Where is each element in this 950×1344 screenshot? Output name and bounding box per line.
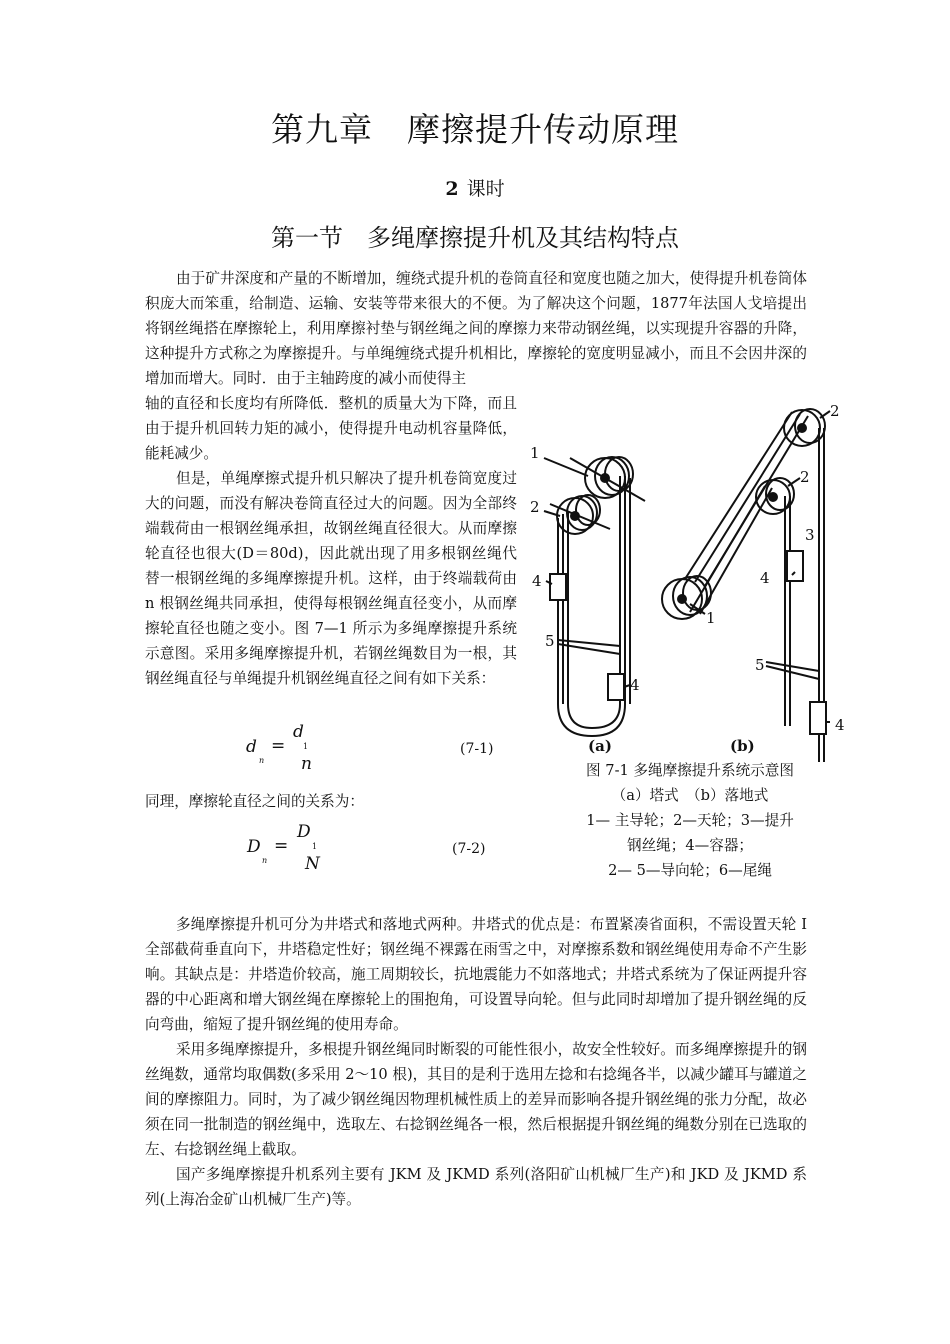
chapter-title: 第九章 摩擦提升传动原理 xyxy=(271,110,679,149)
eq1-numerator-sub: 1 xyxy=(303,742,309,751)
paragraph-single-rope-limits: 但是，单绳摩擦式提升机只解决了提升机卷筒宽度过大的问题，而没有解决卷筒直径过大的问题。因为全部终端载荷由一根钢丝绳承担，故钢丝绳直径很大。从而摩擦轮直径也很大(D＝80d)，因此就出现了用多根钢丝绳代替一根钢丝绳的多绳摩擦提升机。这样，由于终端载荷由 n 根钢丝绳共同承担，使得每根钢丝绳直径变小，从而摩擦轮直径也随之变小。图 7—1 所示为多绳摩擦提升系统示意图。采用多绳摩擦提升机，若钢丝绳数目为一根，其钢丝绳直径与单绳提升机钢丝绳直径之间有如下关系： xyxy=(145,470,517,687)
paragraph-domestic-series: 国产多绳摩擦提升机系列主要有 JKM 及 JKMD 系列(洛阳矿山机械厂生产)和 JKD 及 JKMD 系列(上海冶金矿山机械厂生产)等。 xyxy=(145,1166,807,1208)
diagram-b-ground-type xyxy=(662,409,826,762)
diagram-a-tower-type xyxy=(550,457,645,736)
label-1-b: 1 xyxy=(706,609,716,627)
eq2-lhs: D xyxy=(247,837,261,857)
label-4-a-left: 4 xyxy=(532,572,542,590)
paragraph-safety-rope-count: 采用多绳摩擦提升，多根提升钢丝绳同时断裂的可能性很小，故安全性较好。而多绳摩擦提升的钢丝绳数，通常均取偶数(多采用 2～10 根)，其目的是利于选用左捻和右捻绳各半，以减少罐耳与罐道之间的摩擦阻力。同时，为了减少钢丝绳因物理机械性质上的差异而影响各提升钢丝绳的张力分配，故必须在同一批制造的钢丝绳中，选取左、右捻钢丝绳各一根，然后根据提升钢丝绳的绳数分别在已选取的左、右捻钢丝绳上截取。 xyxy=(145,1041,807,1158)
caption-line-5: 2— 5—导向轮；6—尾绳 xyxy=(608,862,772,879)
label-5-b: 5 xyxy=(755,656,765,674)
eq1-denominator: n xyxy=(301,754,312,774)
label-4-b-right: 4 xyxy=(835,716,845,734)
figure-caption xyxy=(540,758,840,883)
class-hours xyxy=(0,174,950,201)
label-2-b-lower: 2 xyxy=(800,468,810,486)
eq2-denominator: N xyxy=(305,854,320,874)
caption-line-1: 图 7-1 多绳摩擦提升系统示意图 xyxy=(586,762,794,779)
eq1-numerator: d xyxy=(293,722,304,742)
container-a-right xyxy=(608,674,624,700)
container-b-right xyxy=(810,702,826,734)
caption-line-3: 1— 主导轮；2—天轮；3—提升 xyxy=(586,812,794,829)
paragraph-intro: 由于矿井深度和产量的不断增加，缠绕式提升机的卷筒直径和宽度也随之加大，使得提升机卷筒体积庞大而笨重，给制造、运输、安装等带来很大的不便。为了解决这个问题，1877年法国人戈培提出将钢丝绳搭在摩擦轮上，利用摩擦衬垫与钢丝绳之间的摩擦力来带动钢丝绳，以实现提升容器的升降，这种提升方式称之为摩擦提升。与单绳缠绕式提升机相比，摩擦轮的宽度明显减小，而且不会因井深的增加而增大。同时．由于主轴跨度的减小而使得主 xyxy=(145,270,807,387)
eq2-number: (7-2) xyxy=(452,841,486,857)
class-hours-unit: 课时 xyxy=(466,178,505,200)
label-4-a-right: 4 xyxy=(630,676,640,694)
caption-line-4: 钢丝绳；4—容器； xyxy=(626,837,754,854)
label-4-b-left: 4 xyxy=(760,569,770,587)
eq1-number: (7-1) xyxy=(460,741,494,757)
label-a: (a) xyxy=(588,737,612,755)
paragraph-intro-continued: 轴的直径和长度均有所降低．整机的质量大为下降，而且由于提升机回转力矩的减小，使得提升电动机容量降低，能耗减少。 xyxy=(145,395,517,462)
eq1-equals: = xyxy=(271,736,286,756)
label-5-a: 5 xyxy=(545,632,555,650)
label-1-a: 1 xyxy=(530,444,540,462)
class-hours-number: 2 xyxy=(445,178,459,200)
label-b: (b) xyxy=(730,737,755,755)
eq2-numerator: D xyxy=(297,822,311,842)
container-b-left xyxy=(787,551,803,581)
caption-line-2: （a）塔式 （b）落地式 xyxy=(611,787,769,804)
eq1-lhs-sub: n xyxy=(259,756,265,765)
label-2-a: 2 xyxy=(530,498,540,516)
eq1-lhs: d xyxy=(246,737,257,757)
paragraph-similarly: 同理，摩擦轮直径之间的关系为： xyxy=(145,793,364,810)
container-a-left xyxy=(550,574,566,600)
figure-7-1-hoist-diagram xyxy=(530,396,860,762)
eq2-lhs-sub: n xyxy=(262,856,268,865)
eq2-equals: = xyxy=(274,836,289,856)
label-3-b: 3 xyxy=(805,526,815,544)
section-title: 第一节 多绳摩擦提升机及其结构特点 xyxy=(271,224,679,252)
eq2-numerator-sub: 1 xyxy=(312,842,318,851)
label-2-b-top: 2 xyxy=(830,402,840,420)
paragraph-tower-vs-ground: 多绳摩擦提升机可分为井塔式和落地式两种。井塔式的优点是：布置紧凑省面积，不需设置天轮 I 全部截荷垂直向下，井塔稳定性好；钢丝绳不裸露在雨雪之中，对摩擦系数和钢丝绳使用寿命不产生影响。其缺点是：井塔造价较高，施工周期较长，抗地震能力不如落地式；井塔式系统为了保证两提升容器的中心距离和增大钢丝绳在摩擦轮上的围抱角，可设置导向轮。但与此同时却增加了提升钢丝绳的反向弯曲，缩短了提升钢丝绳的使用寿命。 xyxy=(145,916,807,1033)
